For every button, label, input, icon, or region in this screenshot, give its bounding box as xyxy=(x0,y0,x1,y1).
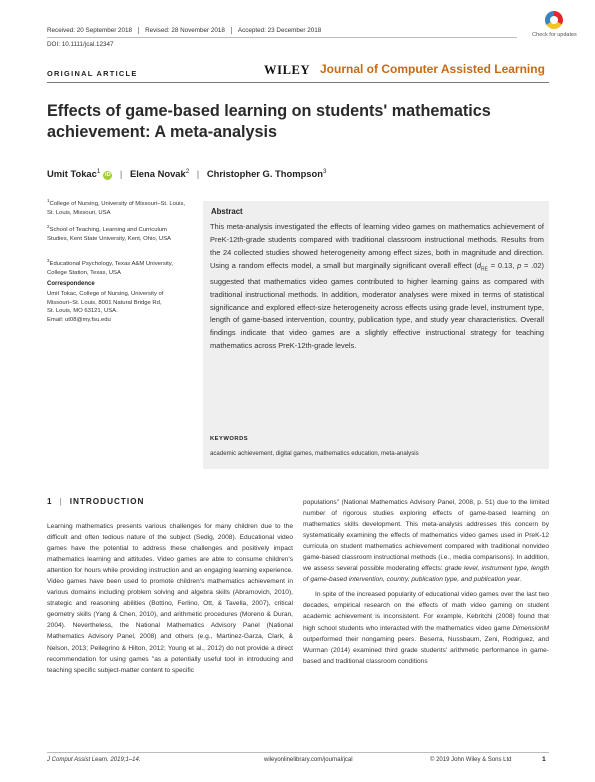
p-value: = .02 xyxy=(521,260,542,270)
journal-title[interactable]: Journal of Computer Assisted Learning xyxy=(320,62,545,76)
correspondence-line: Missouri–St. Louis, 8001 Natural Bridge Rd, xyxy=(47,299,162,306)
body-right-column xyxy=(303,497,549,667)
correspondence-block xyxy=(47,290,189,324)
footer-url[interactable]: wileyonlinelibrary.com/journal/jcal xyxy=(264,757,353,763)
revised-date: Revised: 28 November 2018 xyxy=(145,27,232,34)
affiliation-3 xyxy=(47,257,189,277)
crossmark-label: Check for updates xyxy=(532,32,577,38)
abstract-heading: Abstract xyxy=(211,207,243,216)
body-paragraph xyxy=(303,589,549,666)
keywords-list: academic achievement, digital games, mathematics education, meta-analysis xyxy=(210,450,419,457)
affiliation-text: College of Nursing, University of Missouri–St. Louis, St. Louis, Missouri, USA xyxy=(47,200,186,216)
page-number: 1 xyxy=(542,756,546,763)
orcid-icon[interactable]: iD xyxy=(105,172,111,179)
affiliation-2 xyxy=(47,223,189,243)
body-left-column xyxy=(47,521,293,676)
affiliation-text: Educational Psychology, Texas A&M University, College Station, Texas, USA xyxy=(47,260,173,276)
crossmark-icon xyxy=(545,11,563,29)
author-name[interactable]: Christopher G. Thompson xyxy=(206,168,323,180)
correspondence-email[interactable]: Email: ut08@my.fsu.edu xyxy=(47,316,111,323)
affiliation-1 xyxy=(47,197,189,217)
affiliation-sup: 1 xyxy=(47,198,50,203)
correspondence-heading: Correspondence xyxy=(47,281,95,287)
abstract-text-part: This meta-analysis investigated the effects of learning video games on mathematics achievement of PreK-12th-grade students compared with traditional classroom instructional methods. Results from the 24 collected studies showed heterogeneity among effect sizes, both in magnitude and direction. Using a random effects model, a small but marginally significant overall effect ( xyxy=(210,222,544,270)
abstract-text xyxy=(210,221,544,353)
author-name[interactable]: Umit Tokac xyxy=(47,168,97,180)
author-name[interactable]: Elena Novak xyxy=(129,168,186,180)
moderator-list: grade level, instrument type, length of game-based intervention, country, publication type, and publication year xyxy=(303,565,549,584)
correspondence-line: Umit Tokac, College of Nursing, University of xyxy=(47,291,164,297)
section-title: INTRODUCTION xyxy=(69,497,145,506)
effect-symbol: d xyxy=(476,260,482,270)
affiliation-sup: 2 xyxy=(47,224,50,229)
author-affil-sup: 2 xyxy=(185,168,190,175)
crossmark-badge[interactable] xyxy=(527,11,582,49)
footer-citation: J Comput Assist Learn. 2019;1–14. xyxy=(47,757,141,763)
p-symbol: p xyxy=(517,260,522,270)
game-name: DimensionM xyxy=(512,624,549,632)
footer-copyright: © 2019 John Wiley & Sons Ltd xyxy=(430,757,512,763)
body-text: . xyxy=(519,576,522,584)
section-separator: | xyxy=(59,497,63,506)
author-list xyxy=(47,168,326,180)
section-heading xyxy=(47,497,144,506)
publisher-logo: WILEY xyxy=(264,63,311,77)
body-text: outperformed their nongaming peers. Beserra, Nussbaum, Zeni, Rodriguez, and Wurman (2014) examined third grade students' arithmetic performance in game-based and traditional classroom conditions xyxy=(303,635,549,665)
author-affil-sup: 1 xyxy=(96,168,101,175)
author-separator: | xyxy=(196,168,200,180)
effect-value: = 0.13, xyxy=(487,260,518,270)
body-paragraph xyxy=(303,497,549,585)
body-paragraph: Learning mathematics presents various challenges for many children due to the difficult and often tedious nature of the subject (Sedig, 2008). Educational video games have the potential to address these challenges and positively impact mathematics learning and attitudes. Video games are able to consume children's attention for hours while providing instruction and an engaging learning experience. Video games have been used to promote children's mathematics achievement in various domains including problem solving and algebra skills (Abramovich, 2010), strategic and reasoning abilities (Bottino, Ferlino, Ott, & Tavella, 2007), critical geometry skills (Yang & Chen, 2010), and arithmetic procedures (Moreno & Duran, 2004). Nevertheless, the National Mathematics Advisory Panel (National Mathematics Advisory Panel, 2008) and others (e.g., Martinez-Garza, Clark, & Nelson, 2013; Pellegrino & Hilton, 2012; Young et al., 2012) do not provide a direct recommendation for using games "as a potentially useful tool in introducing and teaching specific subject-matter content to specific xyxy=(47,523,293,674)
article-type: ORIGINAL ARTICLE xyxy=(47,69,138,78)
header-divider xyxy=(47,37,517,38)
title-divider xyxy=(47,82,549,83)
author-affil-sup: 3 xyxy=(322,168,327,175)
body-text: In spite of the increased popularity of educational video games over the last two decades, empirical research on the effects of math video gaming on student academic achievement is inconsistent. For example, Kebritchi (2008) found that high school students who interacted with the mathematics video game xyxy=(303,591,549,632)
section-number: 1 xyxy=(47,497,53,506)
affiliation-text: School of Teaching, Learning and Curriculum Studies, Kent State University, Kent, Ohio, USA xyxy=(47,226,171,242)
article-title: Effects of game-based learning on students' mathematics achievement: A meta-analysis xyxy=(47,102,491,141)
publication-dates xyxy=(47,27,333,34)
body-text: populations" (National Mathematics Advisory Panel, 2008, p. 51) due to the limited number of rigorous studies exploring effects of game-based learning on mathematics skills development. This meta-analysis addresses this concern by systematically examining the effects of mathematics video games used in PreK-12 curricula on student mathematics achievement compared with traditional nonvideo game-based classroom instructional methods (i.e., media comparisons). In addition, we assess several possible moderating effects: xyxy=(303,499,549,573)
keywords-heading: KEYWORDS xyxy=(210,436,249,442)
effect-subscript: RE xyxy=(481,266,488,273)
author-separator: | xyxy=(119,168,123,180)
correspondence-line: St. Louis, MO 63121, USA. xyxy=(47,308,118,315)
doi: DOI: 10.1111/jcal.12347 xyxy=(47,41,114,48)
footer-divider xyxy=(47,752,549,753)
affiliation-sup: 3 xyxy=(47,258,50,263)
accepted-date: Accepted: 23 December 2018 xyxy=(237,27,322,34)
received-date: Received: 20 September 2018 xyxy=(47,27,139,34)
abstract-text-part: ) suggested that mathematics video games contributed to higher learning gains as compared with traditional instructional methods. In addition, moderator analyses were mixed in terms of statistical significance and explored effect-size heterogeneity across effects using grade level, instrument type, length of game-based intervention, country, publication type, and study year characteristics. Overall findings indicate that video games are a slightly effective instructional strategy for teaching mathematics across PreK-12th-grade levels. xyxy=(210,260,544,351)
